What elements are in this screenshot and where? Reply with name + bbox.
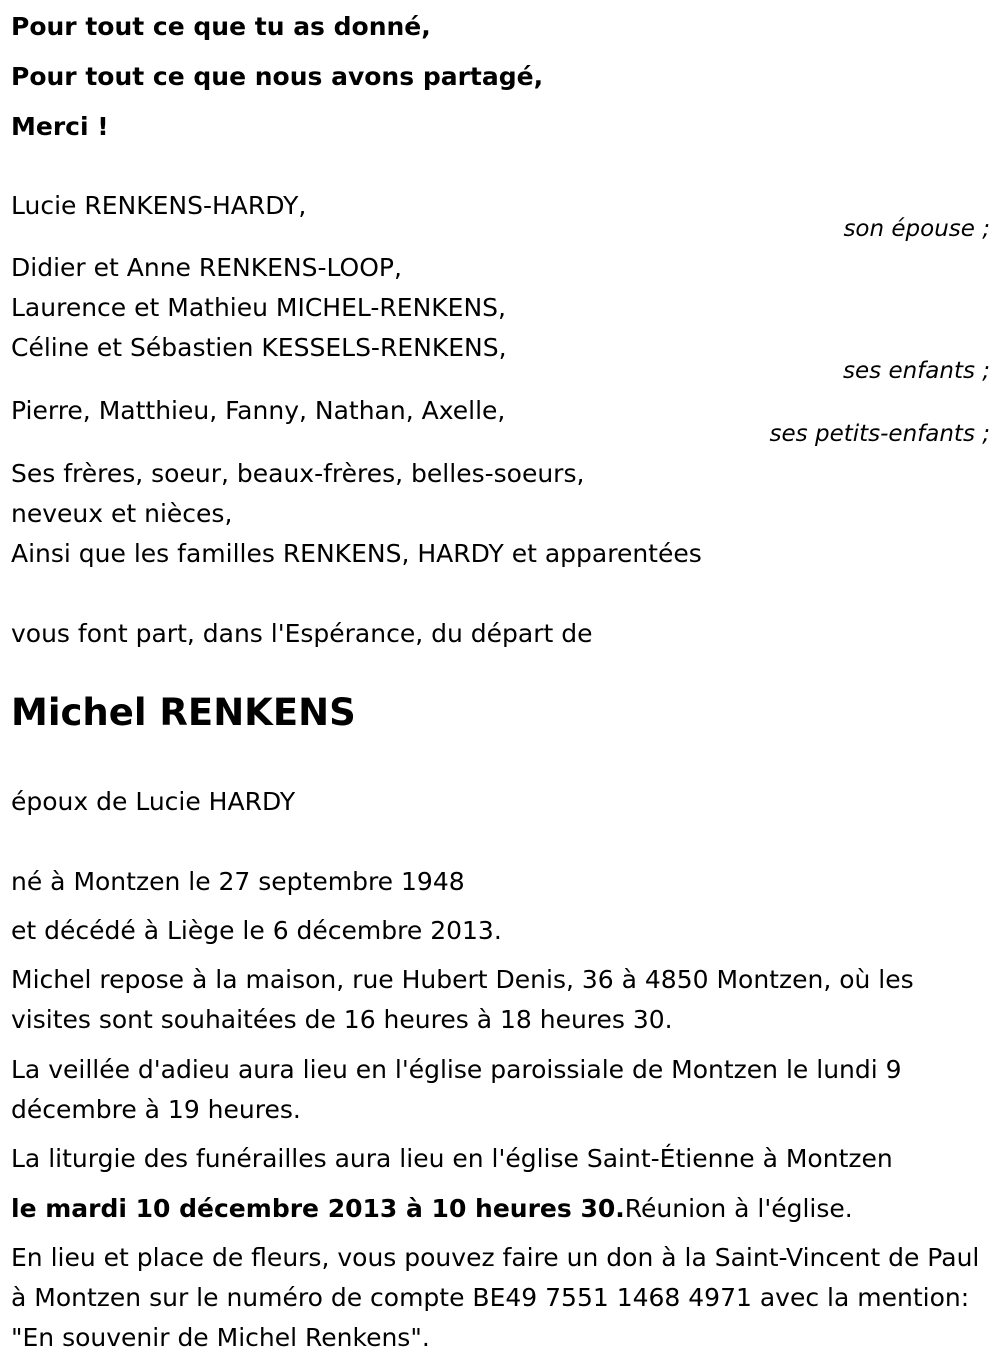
intro-line-2: Pour tout ce que nous avons partagé, bbox=[11, 62, 544, 91]
grandchildren-role: ses petits-enfants ; bbox=[769, 421, 990, 447]
funeral-meeting: Réunion à l'église. bbox=[624, 1194, 853, 1223]
funeral-date-line bbox=[11, 1189, 986, 1229]
relatives-line: Ses frères, soeur, beaux-frères, belles-soeurs, bbox=[11, 459, 585, 488]
funeral-intro: La liturgie des funérailles aura lieu en l'église Saint-Étienne à Montzen bbox=[11, 1144, 893, 1173]
grandchildren-names: Pierre, Matthieu, Fanny, Nathan, Axelle, bbox=[11, 396, 506, 425]
funeral-date: le mardi 10 décembre 2013 à 10 heures 30. bbox=[11, 1194, 625, 1223]
spouse-role: son épouse ; bbox=[843, 216, 990, 242]
visitation-info: Michel repose à la maison, rue Hubert Denis, 36 à 4850 Montzen, où les visites sont souhaitées de 16 heures à 18 heures 30. bbox=[11, 965, 914, 1034]
intro-line-1: Pour tout ce que tu as donné, bbox=[11, 12, 431, 41]
relatives-line: Ainsi que les familles RENKENS, HARDY et apparentées bbox=[11, 539, 702, 568]
child-line: Didier et Anne RENKENS-LOOP, bbox=[11, 253, 402, 282]
donation-info: En lieu et place de fleurs, vous pouvez faire un don à la Saint-Vincent de Paul à Montzen sur le numéro de compte BE49 7551 1468 4971 avec la mention: "En souvenir de Michel Renkens". bbox=[11, 1243, 980, 1352]
announcement: vous font part, dans l'Espérance, du départ de bbox=[11, 619, 593, 648]
intro-line-3: Merci ! bbox=[11, 112, 109, 141]
relatives-line: neveux et nièces, bbox=[11, 499, 233, 528]
spouse-name: Lucie RENKENS-HARDY, bbox=[11, 191, 307, 220]
birth-info: né à Montzen le 27 septembre 1948 bbox=[11, 867, 465, 896]
child-line: Céline et Sébastien KESSELS-RENKENS, bbox=[11, 333, 507, 362]
deceased-name: Michel RENKENS bbox=[11, 691, 356, 734]
vigil-info: La veillée d'adieu aura lieu en l'église paroissiale de Montzen le lundi 9 décembre à 19 heures. bbox=[11, 1055, 902, 1124]
spouse-of: époux de Lucie HARDY bbox=[11, 787, 296, 816]
death-info: et décédé à Liège le 6 décembre 2013. bbox=[11, 916, 502, 945]
children-role: ses enfants ; bbox=[843, 358, 990, 384]
child-line: Laurence et Mathieu MICHEL-RENKENS, bbox=[11, 293, 506, 322]
